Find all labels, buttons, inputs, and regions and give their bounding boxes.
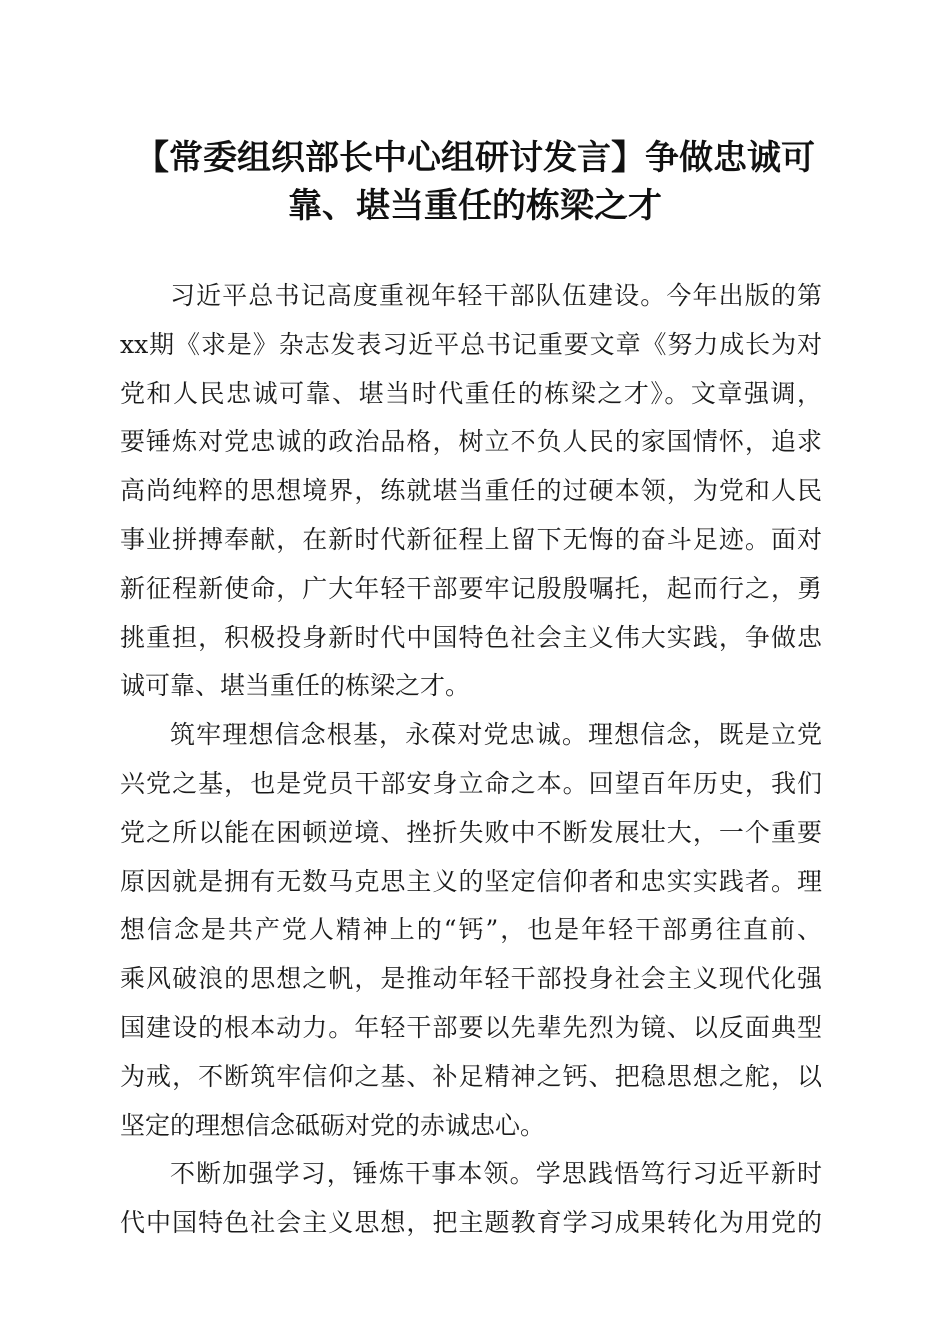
paragraph-2-line-8: 为戒，不断筑牢信仰之基、补足精神之钙、把稳思想之舵，以 <box>120 1061 822 1091</box>
paragraph-1-line-1: 习近平总书记高度重视年轻干部队伍建设。今年出版的第 <box>170 281 822 310</box>
paragraph-1-line-4: 要锤炼对党忠诚的政治品格，树立不负人民的家国情怀，追求 <box>120 427 822 457</box>
paragraph-1-line-8: 挑重担，积极投身新时代中国特色社会主义伟大实践，争做忠 <box>120 622 822 652</box>
paragraph-1-line-6: 事业拼搏奉献，在新时代新征程上留下无悔的奋斗足迹。面对 <box>120 524 822 554</box>
paragraph-2-line-2: 兴党之基，也是党员干部安身立命之本。回望百年历史，我们 <box>120 768 822 798</box>
document-body <box>120 272 822 1248</box>
paragraph-1-line-5: 高尚纯粹的思想境界，练就堪当重任的过硬本领，为党和人民 <box>120 476 822 506</box>
title-line-2: 靠、堪当重任的栋梁之才 <box>288 186 662 226</box>
paragraph-2-line-9: 坚定的理想信念砥砺对党的赤诚忠心。 <box>120 1110 546 1140</box>
paragraph-2-line-3: 党之所以能在困顿逆境、挫折失败中不断发展壮大，一个重要 <box>120 817 822 847</box>
title-line-1: 【常委组织部长中心组研讨发言】争做忠诚可 <box>135 138 815 178</box>
paragraph-1-line-9: 诚可靠、堪当重任的栋梁之才。 <box>120 671 471 701</box>
paragraph-1-line-2: xx期《求是》杂志发表习近平总书记重要文章《努力成长为对 <box>120 329 822 359</box>
paragraph-1-line-7: 新征程新使命，广大年轻干部要牢记殷殷嘱托，起而行之，勇 <box>120 573 822 603</box>
paragraph-2-line-4: 原因就是拥有无数马克思主义的坚定信仰者和忠实实践者。理 <box>120 866 822 896</box>
paragraph-3-line-1: 不断加强学习，锤炼干事本领。学思践悟笃行习近平新时 <box>170 1159 822 1189</box>
document-title <box>118 134 832 230</box>
paragraph-2-line-7: 国建设的根本动力。年轻干部要以先辈先烈为镜、以反面典型 <box>120 1012 822 1042</box>
paragraph-2-line-6: 乘风破浪的思想之帆，是推动年轻干部投身社会主义现代化强 <box>120 964 822 994</box>
paragraph-2-line-1: 筑牢理想信念根基，永葆对党忠诚。理想信念，既是立党 <box>170 720 822 750</box>
paragraph-2-line-5: 想信念是共产党人精神上的“钙”，也是年轻干部勇往直前、 <box>120 915 822 945</box>
paragraph-3-line-2: 代中国特色社会主义思想，把主题教育学习成果转化为用党的 <box>120 1208 822 1238</box>
paragraph-1-line-3: 党和人民忠诚可靠、堪当时代重任的栋梁之才》。文章强调， <box>120 378 822 408</box>
